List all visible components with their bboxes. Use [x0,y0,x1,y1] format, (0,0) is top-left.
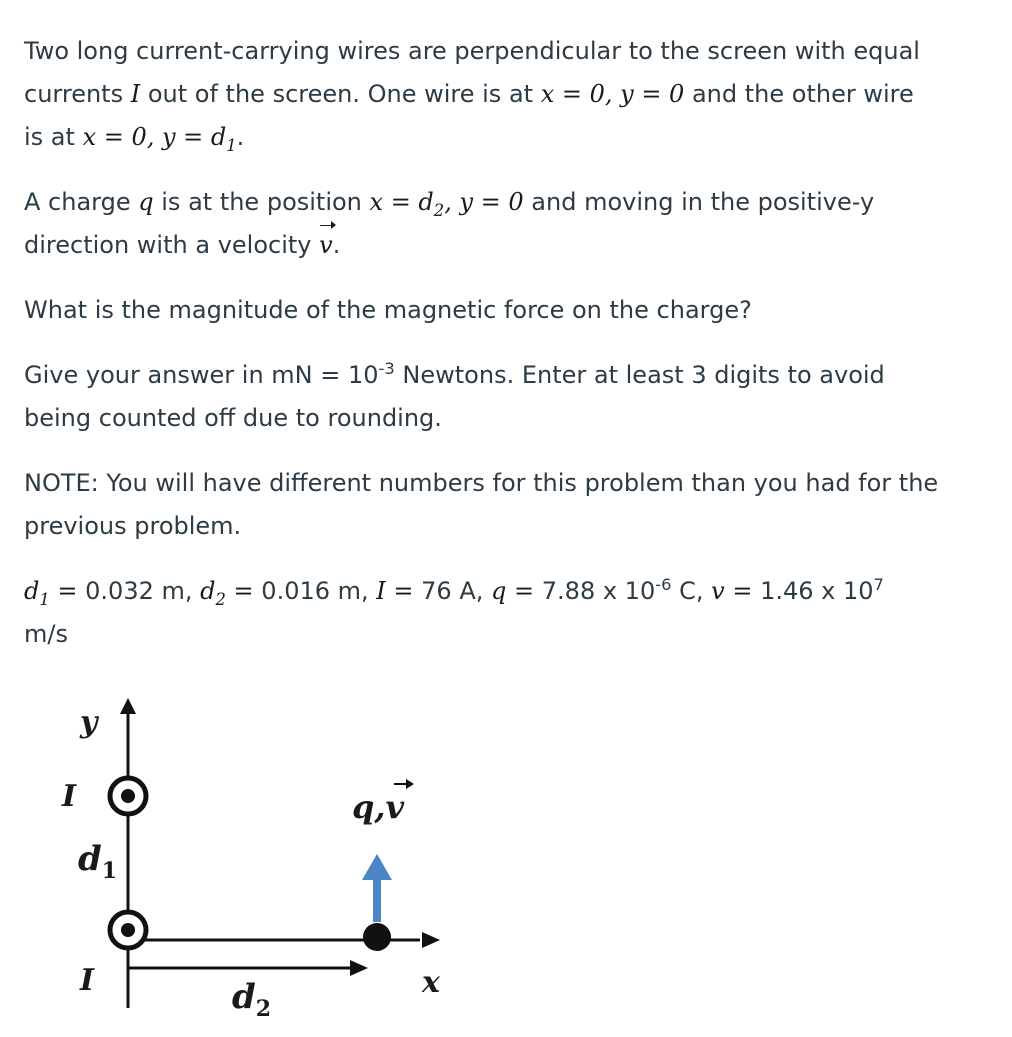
bottom-wire-out-of-screen-icon [110,912,146,948]
x-axis-arrowhead [422,932,440,948]
y-axis-label: y [80,705,98,740]
paragraph-2-line-1: A charge q is at the position $x = d_2$, y = 0 and moving in the positive-y [24,188,875,220]
paragraph-1-line-2: currents I out of the screen. One wire is at x = 0, y = 0 and the other wire [24,80,914,108]
note-line-1: NOTE: You will have different numbers for this problem than you had for the [24,469,939,497]
velocity-label: v [385,788,405,826]
charge-value-symbol: q [491,577,507,605]
given-values-line-1: $d_1 = 0.032$ m, $d_2 = 0.016$ m, I = 76 A, q = 7.88 x $10^{-6}$ C, v = 1.46 x $10^7$ [24,575,884,609]
bottom-current-label: I [80,963,95,998]
velocity-vector-symbol: v [319,224,333,267]
current-value-symbol: I [376,577,386,605]
wire-diagram [0,690,500,1037]
d2-label: $d_2$ [232,977,272,1022]
paragraph-1-line-3: is at x = 0, $y = d_1$. [24,123,245,155]
wire-2-position: x = 0, $y = d_1$ [82,123,237,155]
charge-velocity-label: q,v [352,788,405,826]
note-line-2: previous problem. [24,512,242,540]
d1-value: 0.032 m, [85,577,193,605]
speed-unit: m/s [24,620,68,648]
speed-value: 1.46 x $10^7$ [760,575,884,605]
d1-symbol: $d_1$ [24,577,50,609]
answer-units-line-2: being counted off due to rounding. [24,404,442,432]
charge-position: $x = d_2$, y = 0 [369,188,524,220]
speed-value-symbol: v [711,577,725,605]
charge-dot [363,923,391,951]
y-axis-arrowhead [120,698,136,714]
top-current-label: I [62,779,77,814]
x-axis-label: x [422,965,440,1000]
current-value: 76 A, [421,577,484,605]
d2-symbol: $d_2$ [200,577,226,609]
current-symbol: I [130,80,141,108]
charge-symbol: q [138,188,154,216]
given-values-line-2 [24,613,994,656]
paragraph-1-line-1: Two long current-carrying wires are perpendicular to the screen with equal [24,37,920,65]
d2-dimension-arrowhead [350,960,368,976]
question-text: What is the magnitude of the magnetic force on the charge? [24,296,752,324]
paragraph-2-line-2: direction with a velocity v. [24,224,994,267]
answer-units-line-1: Give your answer in mN = $10^{-3}$ Newtons. Enter at least 3 digits to avoid [24,359,885,389]
charge-value: 7.88 x $10^{-6}$ C, [541,575,704,605]
velocity-arrow-icon [362,854,392,922]
d1-label: $d_1$ [78,839,118,884]
wire-1-position: x = 0, y = 0 [540,80,685,108]
d2-value: 0.016 m, [261,577,369,605]
top-wire-out-of-screen-icon [110,778,146,814]
